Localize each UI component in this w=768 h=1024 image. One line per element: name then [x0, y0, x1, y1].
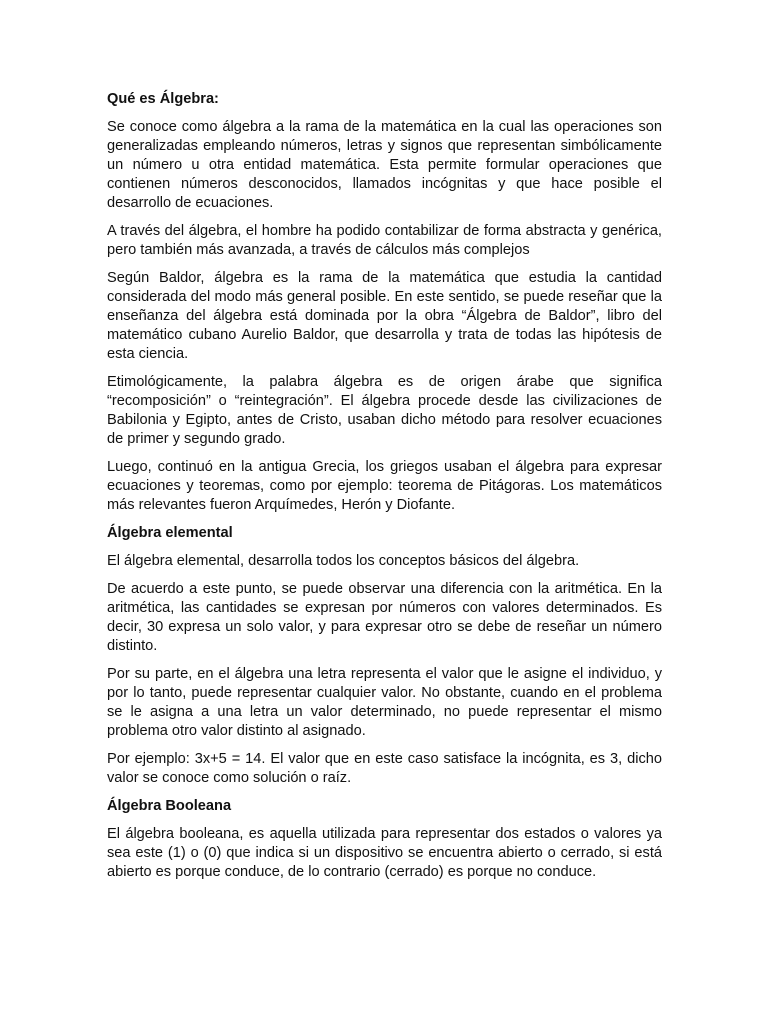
paragraph: De acuerdo a este punto, se puede observar una diferencia con la aritmética. En la aritmética, las cantidades se expresan por números con valores determinados. Es decir, 30 expresa un solo valor, y para expresar otro se debe de reseñar un número distinto. [107, 581, 662, 654]
paragraph: Por su parte, en el álgebra una letra representa el valor que le asigne el individuo, y por lo tanto, puede representar cualquier valor. No obstante, cuando en el problema se le asigna a una letra un valor determinado, no puede representar el mismo problema otro valor distinto al asignado. [107, 666, 662, 739]
paragraph: Por ejemplo: 3x+5 = 14. El valor que en este caso satisface la incógnita, es 3, dicho valor se conoce como solución o raíz. [107, 751, 662, 786]
paragraph: Se conoce como álgebra a la rama de la matemática en la cual las operaciones son generalizadas empleando números, letras y signos que representan simbólicamente un número u otra entidad matemática. Esta permite formular operaciones que contienen números desconocidos, llamados incógnitas y que hace posible el desarrollo de ecuaciones. [107, 119, 662, 211]
paragraph: Según Baldor, álgebra es la rama de la matemática que estudia la cantidad considerada del modo más general posible. En este sentido, se puede reseñar que la enseñanza del álgebra está dominada por la obra “Álgebra de Baldor”, libro del matemático cubano Aurelio Baldor, que desarrolla y trata de todas las hipótesis de esta ciencia. [107, 270, 662, 362]
section-heading-elemental: Álgebra elemental [107, 525, 233, 541]
paragraph: A través del álgebra, el hombre ha podido contabilizar de forma abstracta y genérica, pero también más avanzada, a través de cálculos más complejos [107, 223, 662, 258]
paragraph: Etimológicamente, la palabra álgebra es de origen árabe que significa “recomposición” o “reintegración”. El álgebra procede desde las civilizaciones de Babilonia y Egipto, antes de Cristo, usaban dicho método para resolver ecuaciones de primer y segundo grado. [107, 374, 662, 447]
document-title: Qué es Álgebra: [107, 91, 219, 107]
paragraph: El álgebra elemental, desarrolla todos los conceptos básicos del álgebra. [107, 553, 580, 569]
document-page [107, 90, 662, 891]
paragraph: El álgebra booleana, es aquella utilizada para representar dos estados o valores ya sea este (1) o (0) que indica si un dispositivo se encuentra abierto o cerrado, si está abierto es porque conduce, de lo contrario (cerrado) es porque no conduce. [107, 826, 662, 880]
section-heading-booleana: Álgebra Booleana [107, 798, 232, 814]
paragraph: Luego, continuó en la antigua Grecia, los griegos usaban el álgebra para expresar ecuaciones y teoremas, como por ejemplo: teorema de Pitágoras. Los matemáticos más relevantes fueron Arquímedes, Herón y Diofante. [107, 459, 662, 513]
